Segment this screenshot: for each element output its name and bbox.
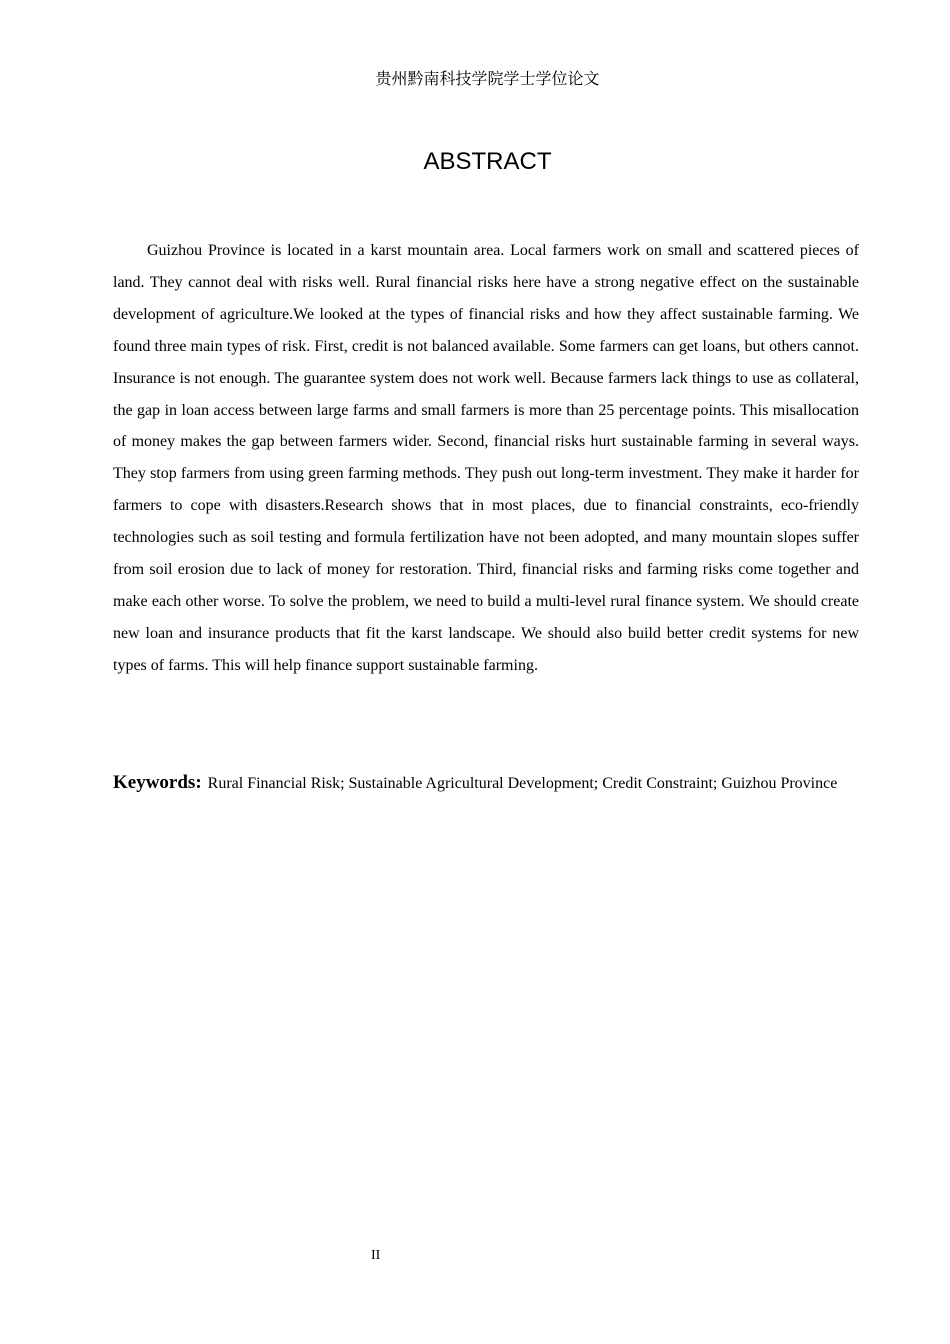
page-header: 贵州黔南科技学院学士学位论文 bbox=[375, 71, 600, 88]
keywords-section bbox=[113, 770, 859, 796]
page-number: II bbox=[371, 1248, 381, 1263]
abstract-title: ABSTRACT bbox=[423, 148, 552, 175]
abstract-body: Guizhou Province is located in a karst mountain area. Local farmers work on small and scattered pieces of land. They cannot deal with risks well. Rural financial risks here have a strong negative effect on the sustainable development of agriculture.We looked at the types of financial risks and how they affect sustainable farming. We found three main types of risk. First, credit is not balanced available. Some farmers can get loans, but others cannot. Insurance is not enough. The guarantee system does not work well. Because farmers lack things to use as collateral, the gap in loan access between large farms and small farmers is more than 25 percentage points. This misallocation of money makes the gap between farmers wider. Second, financial risks hurt sustainable farming in several ways. They stop farmers from using green farming methods. They push out long-term investment. They make it harder for farmers to cope with disasters.Research shows that in most places, due to financial constraints, eco-friendly technologies such as soil testing and formula fertilization have not been adopted, and many mountain slopes suffer from soil erosion due to lack of money for restoration. Third, financial risks and farming risks come together and make each other worse. To solve the problem, we need to build a multi-level rural finance system. We should create new loan and insurance products that fit the karst landscape. We should also build better credit systems for new types of farms. This will help finance support sustainable farming. bbox=[113, 242, 859, 674]
keywords-text: Rural Financial Risk; Sustainable Agricultural Development; Credit Constraint; Guizhou Province bbox=[207, 775, 838, 792]
keywords-label: Keywords: bbox=[113, 772, 202, 793]
